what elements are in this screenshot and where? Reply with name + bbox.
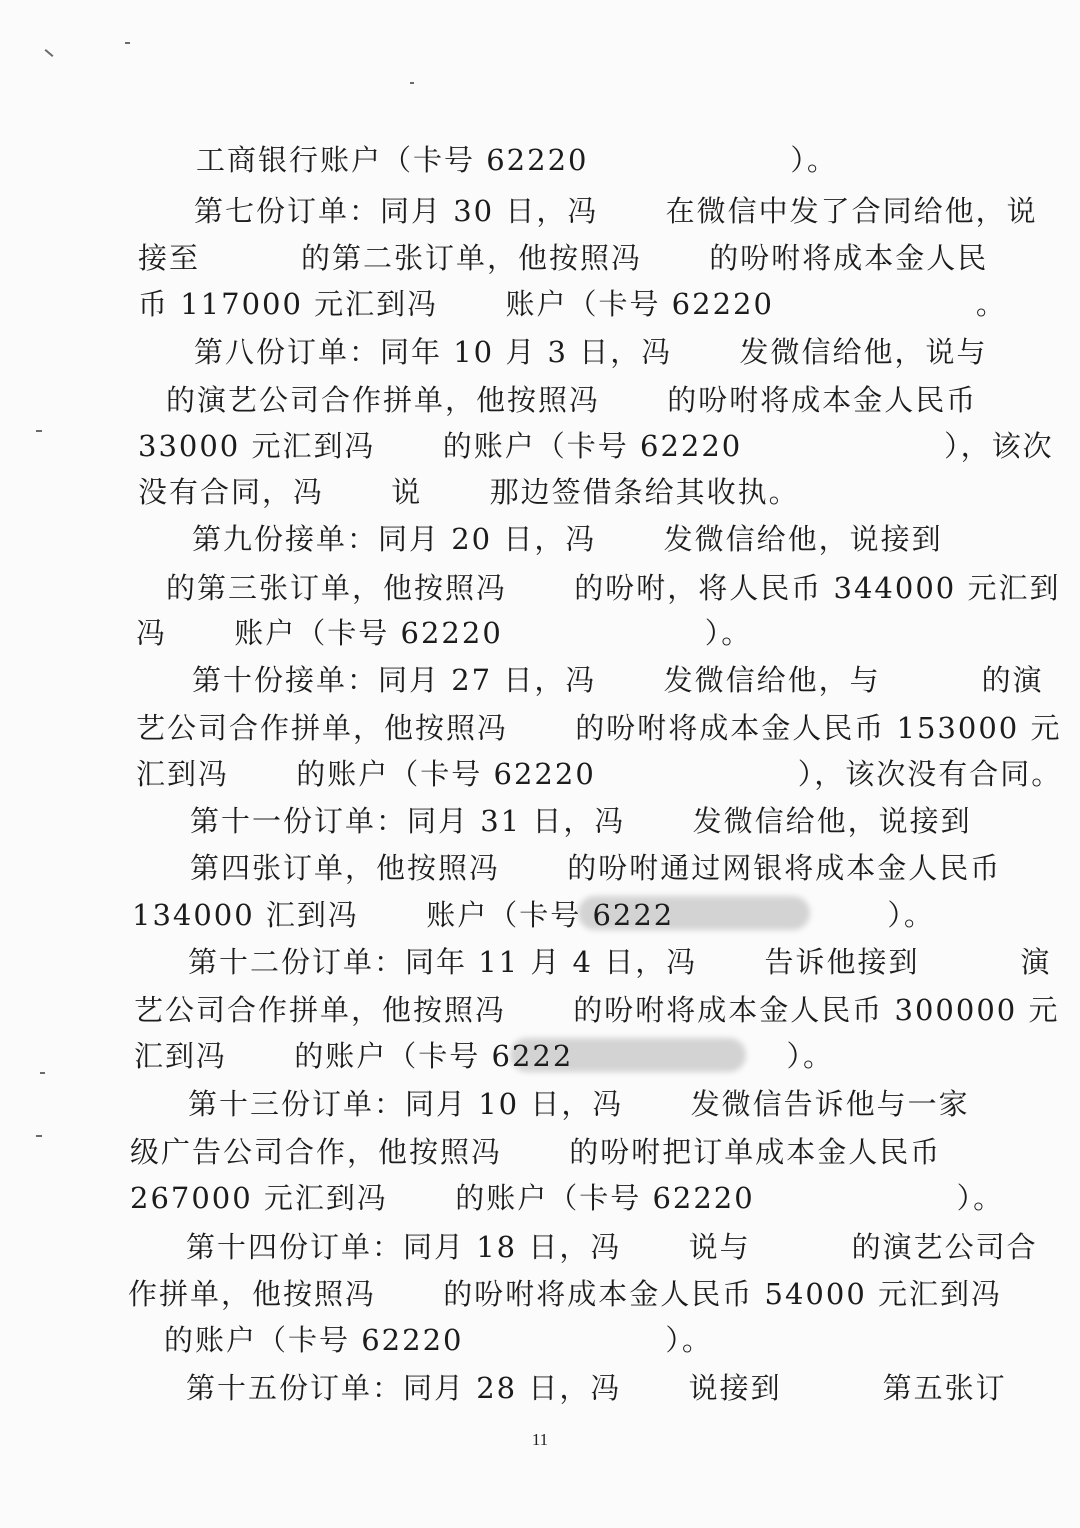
body-line: 没有合同，冯 说 那边签借条给其收执。 (138, 475, 800, 509)
body-line: 的第三张订单，他按照冯 的吩咐，将人民币 344000 元汇到 (166, 571, 1061, 605)
body-line: 作拼单，他按照冯 的吩咐将成本金人民币 54000 元汇到冯 (128, 1277, 1003, 1311)
body-line: 第四张订单，他按照冯 的吩咐通过网银将成本金人民币 (190, 851, 1002, 885)
body-line: 的账户（卡号 62220 ）。 (164, 1323, 713, 1357)
body-line: 汇到冯 的账户（卡号 6222 ）。 (134, 1039, 834, 1073)
body-line: 的演艺公司合作拼单，他按照冯 的吩咐将成本金人民币 (166, 383, 978, 417)
page-number: 11 (531, 1430, 549, 1449)
scan-speck (40, 1072, 45, 1074)
body-line: 第七份订单：同月 30 日，冯 在微信中发了合同给他，说 (194, 194, 1038, 228)
body-line: 第十一份订单：同月 31 日，冯 发微信给他，说接到 (190, 804, 972, 838)
body-line: 第十二份订单：同年 11 月 4 日，冯 告诉他接到 演 (188, 945, 1052, 979)
scan-speck (36, 430, 42, 432)
body-line: 第十五份订单：同月 28 日，冯 说接到 第五张订 (186, 1371, 1007, 1405)
body-line: 艺公司合作拼单，他按照冯 的吩咐将成本金人民币 153000 元 (136, 711, 1062, 745)
body-line: 汇到冯 的账户（卡号 62220 ），该次没有合同。 (136, 757, 1063, 791)
body-line: 级广告公司合作，他按照冯 的吩咐把订单成本金人民币 (130, 1135, 942, 1169)
body-line: 第十四份订单：同月 18 日，冯 说与 的演艺公司合 (186, 1230, 1038, 1264)
body-line: 33000 元汇到冯 的账户（卡号 62220 ），该次 (138, 429, 1054, 463)
scan-speck (410, 82, 414, 84)
body-line: 接至 的第二张订单，他按照冯 的吩咐将成本金人民 (138, 241, 989, 275)
body-line: 134000 汇到冯 账户（卡号 6222 ）。 (132, 898, 935, 932)
body-line: 第十份接单：同月 27 日，冯 发微信给他，与 的演 (192, 663, 1044, 697)
body-line: 第八份订单：同年 10 月 3 日，冯 发微信给他，说与 (194, 335, 988, 369)
body-line: 267000 元汇到冯 的账户（卡号 62220 ）。 (130, 1181, 1005, 1215)
body-line: 冯 账户（卡号 62220 ）。 (136, 616, 753, 650)
body-line: 第十三份订单：同月 10 日，冯 发微信告诉他与一家 (188, 1087, 970, 1121)
body-line: 币 117000 元汇到冯 账户（卡号 62220 。 (138, 287, 1007, 321)
scan-speck (45, 49, 54, 57)
scan-speck (36, 1135, 42, 1137)
body-line: 第九份接单：同月 20 日，冯 发微信给他，说接到 (192, 522, 943, 556)
scan-speck (125, 42, 130, 44)
body-line: 艺公司合作拼单，他按照冯 的吩咐将成本金人民币 300000 元 (134, 993, 1060, 1027)
body-line: 工商银行账户（卡号 62220 ）。 (196, 143, 838, 177)
